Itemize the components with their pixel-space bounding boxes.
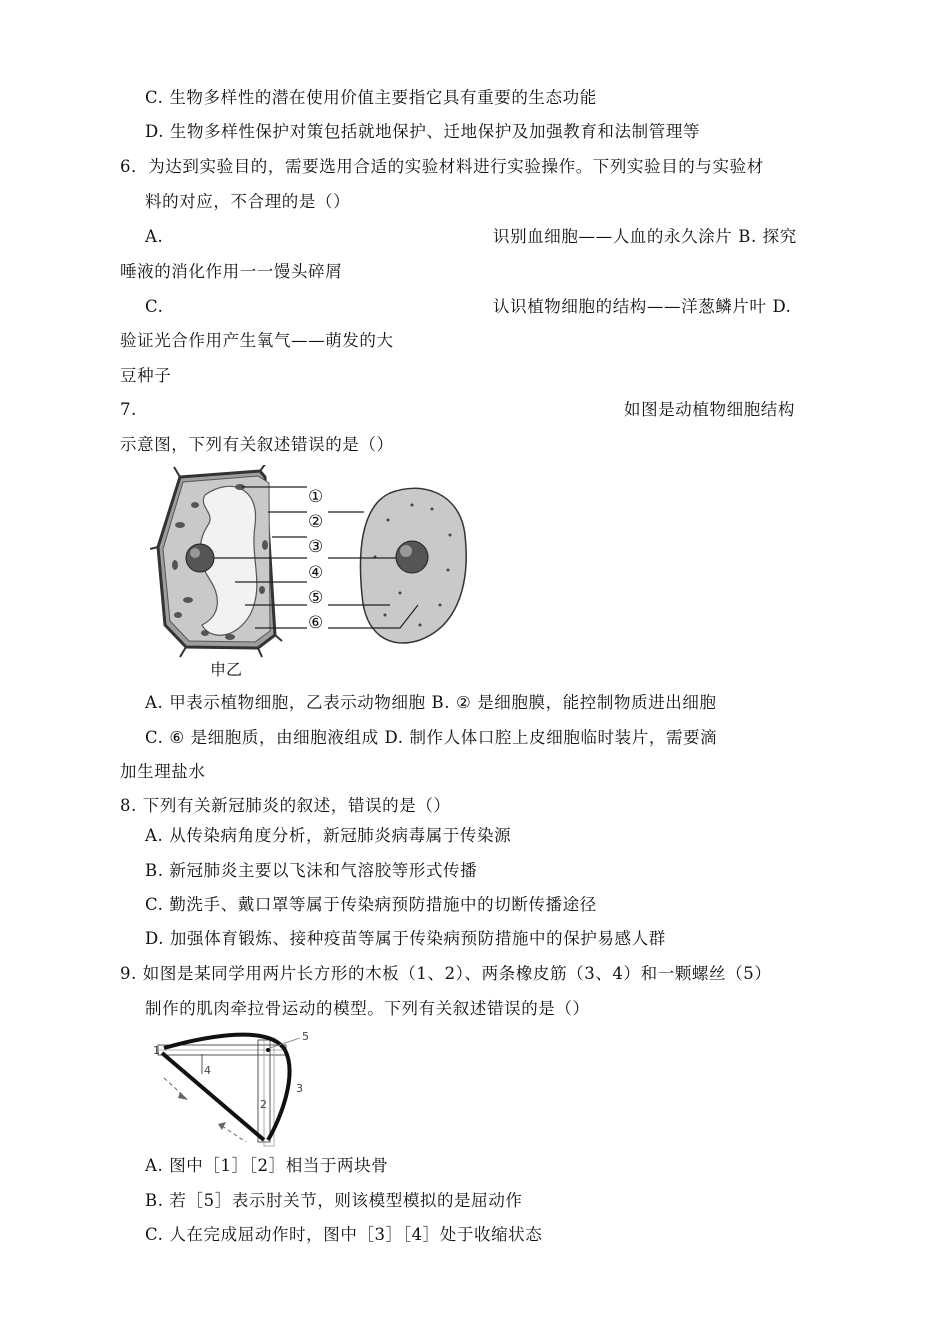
q6-stem-line2: 料的对应，不合理的是（） xyxy=(145,192,351,211)
q6-option-d-text2: 豆种子 xyxy=(120,366,172,385)
q6-option-a-letter: A. xyxy=(145,227,164,246)
label-screw-5: 5 xyxy=(302,1030,309,1043)
q9-option-a: A. 图中［1］［2］相当于两块骨 xyxy=(145,1156,389,1175)
figure-caption: 申乙 xyxy=(210,660,243,679)
q8-stem: 8. 下列有关新冠肺炎的叙述，错误的是（） xyxy=(120,796,451,815)
q6-option-d-text1: 验证光合作用产生氧气——萌发的大 xyxy=(120,331,394,350)
label-6: ⑥ xyxy=(308,613,324,633)
q7-option-c: C. ⑥ 是细胞质，由细胞液组成 D. 制作人体口腔上皮细胞临时装片，需要滴 xyxy=(145,728,718,747)
q9-stem-line1: 9. 如图是某同学用两片长方形的木板（1、2）、两条橡皮筋（3、4）和一颗螺丝（5） xyxy=(120,964,772,983)
q8-option-c: C. 勤洗手、戴口罩等属于传染病预防措施中的切断传播途径 xyxy=(145,895,597,914)
label-board-1: 1 xyxy=(153,1044,160,1057)
q9-option-c: C. 人在完成屈动作时，图中［3］［4］处于收缩状态 xyxy=(145,1225,543,1244)
label-band-3: 3 xyxy=(296,1082,303,1095)
label-1: ① xyxy=(308,487,324,507)
label-2: ② xyxy=(308,512,324,532)
label-3: ③ xyxy=(308,537,324,557)
label-4: ④ xyxy=(308,563,324,583)
q5-option-d: D. 生物多样性保护对策包括就地保护、迁地保护及加强教育和法制管理等 xyxy=(145,122,701,141)
label-5: ⑤ xyxy=(308,588,324,608)
q7-option-a: A. 甲表示植物细胞，乙表示动物细胞 B. ② 是细胞膜，能控制物质进出细胞 xyxy=(145,693,717,712)
q9-option-b: B. 若［5］表示肘关节，则该模型模拟的是屈动作 xyxy=(145,1191,523,1210)
label-band-4: 4 xyxy=(204,1064,211,1077)
q7-option-d-cont: 加生理盐水 xyxy=(120,762,206,781)
q5-option-c: C. 生物多样性的潜在使用价值主要指它具有重要的生态功能 xyxy=(145,88,597,107)
muscle-model-diagram xyxy=(150,1030,330,1150)
plant-nucleus xyxy=(186,544,214,572)
q6-option-a-text: 识别血细胞——人血的永久涂片 B. 探究 xyxy=(493,227,797,246)
animal-nucleus xyxy=(396,541,428,573)
q6-stem-line1: 6．为达到实验目的，需要选用合适的实验材料进行实验操作。下列实验目的与实验材 xyxy=(120,157,764,176)
q9-stem-line2: 制作的肌肉牵拉骨运动的模型。下列有关叙述错误的是（） xyxy=(145,999,590,1018)
q7-stem-line2: 示意图，下列有关叙述错误的是（） xyxy=(120,435,394,454)
q6-option-c-text: 认识植物细胞的结构——洋葱鳞片叶 D. xyxy=(493,297,792,316)
q8-option-d: D. 加强体育锻炼、接种疫苗等属于传染病预防措施中的保护易感人群 xyxy=(145,929,666,948)
q6-option-c-letter: C. xyxy=(145,297,164,316)
screw xyxy=(266,1048,270,1052)
q7-stem-line1: 如图是动植物细胞结构 xyxy=(624,400,795,419)
q8-option-a: A. 从传染病角度分析，新冠肺炎病毒属于传染源 xyxy=(145,826,512,845)
cell-structure-diagram xyxy=(150,465,480,685)
q6-option-b-text: 唾液的消化作用一一馒头碎屑 xyxy=(120,262,343,281)
q7-number: 7. xyxy=(120,400,137,419)
label-board-2: 2 xyxy=(260,1098,267,1111)
q8-option-b: B. 新冠肺炎主要以飞沫和气溶胶等形式传播 xyxy=(145,861,478,880)
